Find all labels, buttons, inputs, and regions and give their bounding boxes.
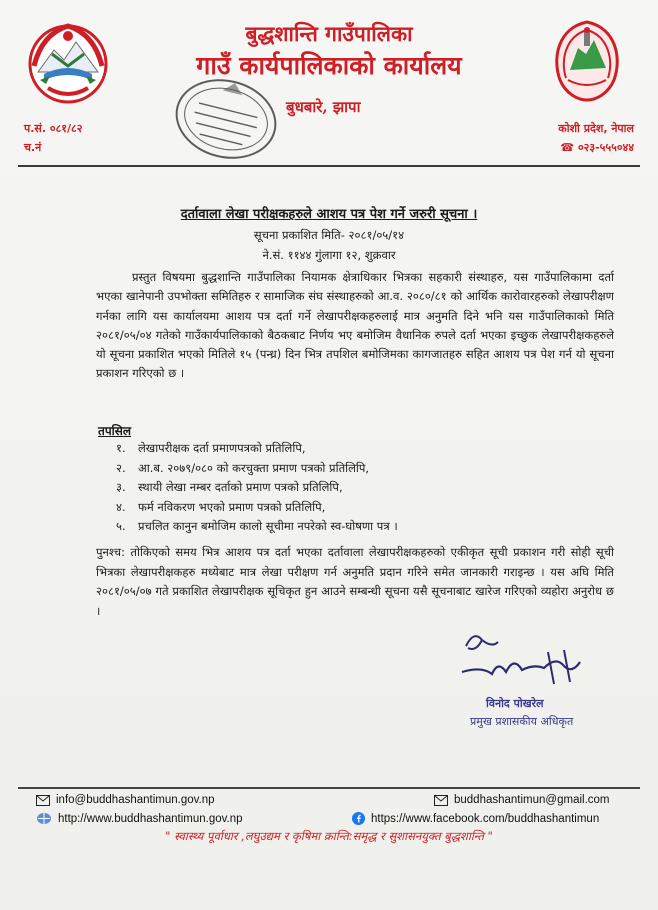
footer-email-gmail[interactable] — [434, 794, 610, 806]
envelope-icon — [36, 795, 50, 806]
list-item — [116, 439, 398, 459]
footer-slogan: " स्वास्थ्य पूर्वाधार ,लघुउद्यम र कृषिमा क्रान्ति:समृद्ध र सुशासनयुक्त बुद्धशान्ति " — [165, 829, 493, 843]
website-link[interactable]: http://www.buddhashantimun.gov.np — [58, 812, 243, 825]
footer-email-office[interactable] — [36, 794, 215, 806]
envelope-icon — [434, 795, 448, 806]
facebook-link[interactable]: https://www.facebook.com/buddhashantimun — [371, 812, 600, 825]
signatory-name: विनोद पोखरेल — [486, 697, 544, 710]
office-location: बुधबारे, झापा — [286, 98, 361, 116]
list-text: स्थायी लेखा नम्बर दर्ताको प्रमाण पत्रको प्रतिलिपि, — [138, 480, 343, 495]
list-number: ५. — [116, 519, 126, 534]
gmail-email-link[interactable]: buddhashantimun@gmail.com — [454, 794, 610, 806]
globe-icon — [36, 812, 52, 825]
list-text: प्रचलित कानुन बमोजिम कालो सूचीमा नपरेको स्व-घोषणा पत्र । — [138, 519, 398, 534]
list-number: २. — [116, 460, 126, 475]
tapasil-heading: तपसिल — [98, 424, 132, 438]
handwritten-signature — [452, 626, 592, 696]
published-date: सूचना प्रकाशित मिति- २०८१/०५/१४ — [253, 228, 405, 242]
list-text: लेखापरीक्षक दर्ता प्रमाणपत्रको प्रतिलिपि, — [138, 441, 306, 455]
facebook-icon — [352, 812, 365, 825]
province-label: कोशी प्रदेश, नेपाल — [558, 122, 634, 135]
list-item — [116, 517, 398, 537]
header-divider — [18, 165, 640, 167]
dispatch-number: च.नं — [24, 141, 42, 154]
signatory-post: प्रमुख प्रशासकीय अधिकृत — [470, 715, 574, 728]
notice-title: दर्तावाला लेखा परीक्षकहरुले आशय पत्र पेश गर्ने जरुरी सूचना । — [180, 207, 478, 222]
list-text: आ.ब. २०७९/०८० को करचुक्ता प्रमाण पत्रको प्रतिलिपि, — [138, 460, 370, 475]
office-name: गाउँ कार्यपालिकाको कार्यालय — [196, 51, 462, 80]
list-number: १. — [116, 441, 126, 455]
office-email-link[interactable]: info@buddhashantimun.gov.np — [56, 794, 215, 806]
footer-website[interactable] — [36, 812, 243, 825]
list-text: फर्म नविकरण भएको प्रमाण पत्रको प्रतिलिपि, — [138, 499, 326, 514]
list-number: ३. — [116, 480, 126, 495]
document-list — [116, 439, 398, 537]
phone-number: ☎ ०२३-५५५०४४ — [560, 141, 634, 154]
footer-divider — [18, 787, 640, 789]
municipality-name: बुद्धशान्ति गाउँपालिका — [245, 21, 413, 46]
office-stamp — [170, 70, 282, 168]
reference-number: प.सं. ०८१/८२ — [24, 122, 83, 135]
nepal-sambat-date: ने.सं. ११४४ गुंलागा १२, शुक्रवार — [262, 248, 396, 262]
list-item — [116, 459, 398, 479]
list-number: ४. — [116, 499, 126, 514]
notice-body: प्रस्तुत विषयमा बुद्धशान्ति गाउँपालिका नियामक क्षेत्राधिकार भित्रका सहकारी संस्थाहरु, यस गाउँपालिकामा दर्ता भएका खानेपानी उपभोक्ता समितिहरु र सामाजिक संघ संस्थाहरुको आ.व. २०८०/८१ को आर्थिक कारोवारहरुको लेखापरीक्षण गर्नका लागि यस कार्यालयमा आशय पत्र दर्ता गर्ने लेखापरीक्षकहरुलाई मात्र अनुमति दिने भनि यस गाउँपालिकाको मिति २०८१/०५/०४ गतेको गाउँकार्यपालिकाको बैठकबाट निर्णय भए बमोजिम वैधानिक रुपले दर्ता भएका इच्छुक लेखापरीक्षकहरुले यो सूचना प्रकाशित भएको मितिले १५ (पन्ध्र) दिन भित्र तपशिल बमोजिमका कागजातहरु सहित आशय पत्र पेश गर्न यो सूचना प्रकाशन गरिएको छ । — [96, 270, 614, 381]
list-item — [116, 478, 398, 498]
footer-facebook[interactable] — [352, 812, 599, 825]
list-item — [116, 498, 398, 518]
postscript: पुनश्च: तोकिएको समय भित्र आशय पत्र दर्ता भएका दर्तावाला लेखापरीक्षकहरुको एकीकृत सूची प्रकाशन गरी सोही सूची भित्रका लेखापरीक्षकहरु मध्येबाट मात्र लेखा परीक्षण गर्न अनुमति प्रदान गरिने समेत जानकारी गराइन्छ । यस अघि मिति २०८१/०५/०७ गते प्रकाशित लेखापरीक्षक सूचिकृत हुन आउने सम्बन्धी सूचना यसै सूचनाबाट खारेज गरिएको व्यहोरा अनुरोध छ । — [96, 545, 614, 618]
